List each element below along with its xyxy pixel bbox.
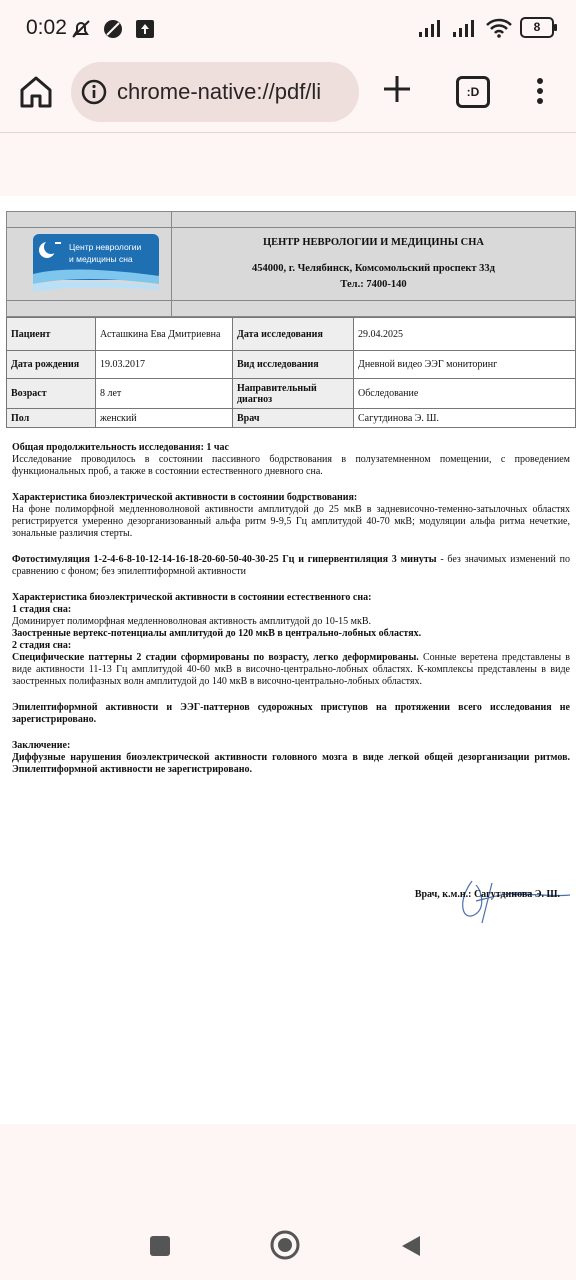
wake-heading: Характеристика биоэлектрической активности в состоянии бодрствования: — [12, 492, 358, 503]
more-menu-icon[interactable] — [530, 76, 550, 106]
stage2-text: Сонные веретена представлены в виде активности 11-13 Гц амплитудой 40-60 мкВ в височно-центрально-лобных областях. К-комплексы представлены в виде заостренных полифазных волн амплитудой до 140 мкВ в височно-центрально-лобных областях. — [12, 652, 570, 687]
table-row: Пол женский Врач Сагутдинова Э. Ш. — [7, 409, 576, 428]
report-body — [6, 442, 576, 776]
browser-toolbar — [0, 58, 576, 130]
wake-text: На фоне полиморфной медленноволновой активности амплитудой до 25 мкВ в задневисочно-теменно-затылочных областях регистрируется умеренно дезорганизованный альфа ритм 9-9,5 Гц амплитудой 40-70 мкВ; модуляции альфа ритма нечеткие, зональные различия стерты. — [12, 504, 570, 539]
eeg-report — [6, 211, 576, 900]
stage1-bold: Заостренные вертекс-потенциалы амплитудой до 120 мкВ в центрально-лобных областях. — [12, 628, 422, 639]
status-bar — [0, 0, 576, 58]
duration-label: Общая продолжительность исследования: 1 час — [12, 442, 229, 453]
photo-text: - без значимых изменений по сравнению с фоном; без эпилептиформной активности — [12, 554, 570, 577]
clinic-phone: Тел.: 7400-140 — [340, 279, 407, 290]
data-saver-icon — [102, 18, 124, 40]
pdf-page[interactable] — [0, 196, 576, 1124]
recents-button[interactable] — [150, 1236, 170, 1256]
patient-info-table — [6, 317, 576, 428]
wifi-icon — [486, 18, 512, 38]
url-text[interactable]: chrome-native://pdf/li — [117, 79, 322, 104]
clinic-logo — [7, 228, 172, 301]
home-nav-icon[interactable] — [270, 1230, 300, 1260]
toolbar-divider — [0, 132, 576, 133]
stage1-label: 1 стадия сна: — [12, 604, 72, 615]
conclusion-text: Диффузные нарушения биоэлектрической активности головного мозга в виде легкой общей дезорганизации ритмов. Эпилептиформной активности не зарегистрировано. — [12, 752, 570, 775]
upload-icon — [134, 18, 156, 40]
epi-text: Эпилептиформной активности и ЭЭГ-паттернов судорожных приступов на протяжении всего исследования не зарегистрировано. — [12, 702, 570, 725]
report-header — [6, 211, 576, 317]
tab-switcher-button[interactable]: :D — [456, 76, 490, 108]
signature-line: Врач, к.м.н.: Сагутдинова Э. Ш. — [414, 889, 560, 900]
system-nav-bar — [0, 1210, 576, 1280]
logo-line1: Центр неврологии — [69, 242, 142, 252]
photo-paragraph — [12, 554, 570, 578]
battery-icon: 8 — [520, 17, 554, 38]
system-icons — [418, 17, 554, 38]
logo-line2: и медицины сна — [69, 254, 133, 264]
address-bar[interactable] — [71, 62, 359, 122]
stage2-paragraph — [12, 652, 570, 688]
signal-icon-2 — [452, 18, 478, 38]
stage2-label: 2 стадия сна: — [12, 640, 72, 651]
bell-off-icon — [70, 18, 92, 40]
clinic-address: 454000, г. Челябинск, Комсомольский проспект 33д — [252, 263, 495, 274]
conclusion-label: Заключение: — [12, 740, 71, 751]
table-row: Возраст 8 лет Направительный диагноз Обследование — [7, 379, 576, 409]
stage1-text: Доминирует полиморфная медленноволновая активность амплитудой до 10-15 мкВ. — [12, 616, 372, 627]
clinic-logo-icon — [33, 234, 159, 292]
back-icon[interactable] — [400, 1234, 422, 1258]
sleep-heading: Характеристика биоэлектрической активности в состоянии естественного сна: — [12, 592, 372, 603]
clock: 0:02 — [26, 16, 67, 39]
duration-text: Исследование проводилось в состоянии пассивного бодрствования в полузатемненном помещении, с проведением функциональных проб, а также в состоянии естественного дневного сна. — [12, 454, 570, 477]
table-row: Пациент Асташкина Ева Дмитриевна Дата исследования 29.04.2025 — [7, 318, 576, 351]
new-tab-icon[interactable] — [380, 72, 414, 106]
info-icon[interactable] — [81, 79, 107, 105]
clinic-name: ЦЕНТР НЕВРОЛОГИИ И МЕДИЦИНЫ СНА — [262, 237, 485, 248]
signal-icon — [418, 18, 444, 38]
photo-heading: Фотостимуляция 1-2-4-6-8-10-12-14-16-18-20-60-50-40-30-25 Гц и гипервентиляция 3 минуты — [12, 554, 437, 565]
home-icon[interactable] — [16, 72, 56, 112]
table-row: Дата рождения 19.03.2017 Вид исследования Дневной видео ЭЭГ мониторинг — [7, 351, 576, 379]
stage2-bold: Специфические паттерны 2 стадии сформированы по возрасту, легко деформированы. — [12, 652, 419, 663]
notification-icons — [70, 18, 156, 40]
clinic-info — [172, 228, 576, 301]
